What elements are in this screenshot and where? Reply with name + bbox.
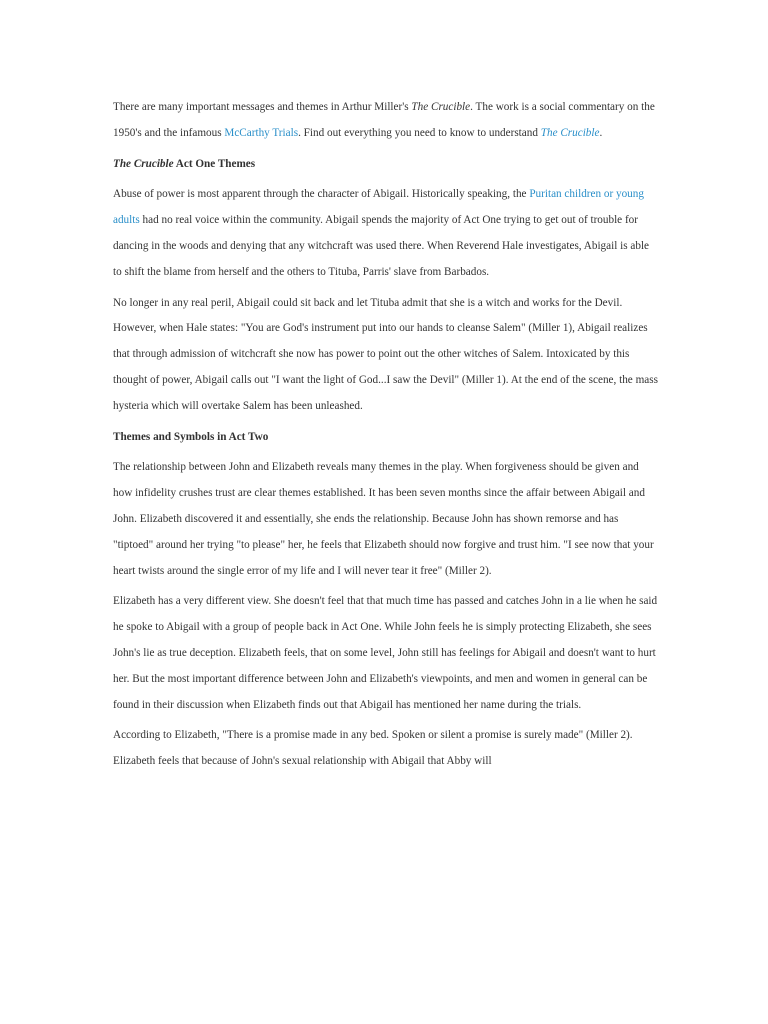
intro-title-italic: The Crucible bbox=[411, 101, 471, 113]
para1-text-2: had no real voice within the community. Abigail spends the majority of Act One trying to get out of trouble for dancing in the woods and denying that any witchcraft was used there. When Reverend Hale investigates, Abigail is able to shift the blame from herself and the others to Tituba, Parris' slave from Barbados. bbox=[113, 214, 650, 278]
the-crucible-link-text: The Crucible bbox=[540, 126, 600, 139]
paragraph-tituba-admission: No longer in any real peril, Abigail could sit back and let Tituba admit that she is a witch and works for the Devil. However, when Hale states: "You are God's instrument put into our hands to cleanse Salem" (Miller 1), Abigail realizes that through admission of witchcraft she now has power to point out the other witches of Salem. Intoxicated by this thought of power, Abigail calls out "I want the light of God...I saw the Devil" (Miller 1). At the end of the scene, the mass hysteria which will overtake Salem has been unleashed. bbox=[113, 296, 658, 412]
document-body bbox=[113, 95, 658, 780]
heading-act-one-italic: The Crucible bbox=[113, 157, 174, 170]
paragraph-john-elizabeth: The relationship between John and Elizabeth reveals many themes in the play. When forgiveness should be given and how infidelity crushes trust are clear themes established. It has been seven months since the affair between Abigail and John. Elizabeth discovered it and essentially, she ends the relationship. Because John has shown remorse and has "tiptoed" around her trying "to please" her, he feels that Elizabeth should now forgive and trust him. "I see now that your heart twists around the single error of my life and I will never tear it free" (Miller 2). bbox=[113, 461, 654, 577]
intro-text-3: . Find out everything you need to know to understand bbox=[298, 126, 541, 139]
mccarthy-trials-link[interactable]: McCarthy Trials bbox=[224, 126, 299, 139]
section-heading-act-one bbox=[113, 152, 658, 178]
paragraph-elizabeth-view: Elizabeth has a very different view. She doesn't feel that that much time has passed and catches John in a lie when he said he spoke to Abigail with a group of people back in Act One. While John feels he is simply protecting Elizabeth, she sees John's lie as true deception. Elizabeth feels, that on some level, John still has feelings for Abigail and doesn't want to hurt her. But the most important difference between John and Elizabeth's viewpoints, and men and women in general can be found in their discussion when Elizabeth finds out that Abigail has mentioned her name during the trials. bbox=[113, 595, 658, 711]
intro-paragraph bbox=[113, 95, 658, 147]
puritan-children-link[interactable]: Puritan children or young adults bbox=[113, 188, 644, 227]
intro-text-2: . The work is a social commentary on the 1950's and the infamous bbox=[113, 101, 655, 139]
paragraph-promise: According to Elizabeth, "There is a promise made in any bed. Spoken or silent a promise is surely made" (Miller 2). Elizabeth feels that because of John's sexual relationship with Abigail that Abby will bbox=[113, 729, 633, 768]
section-heading-act-two: Themes and Symbols in Act Two bbox=[113, 430, 269, 443]
the-crucible-link[interactable] bbox=[540, 126, 603, 139]
paragraph-abuse-of-power bbox=[113, 182, 658, 285]
heading-act-one-rest: Act One Themes bbox=[173, 157, 256, 170]
intro-text-4: . bbox=[599, 126, 603, 139]
para1-text-1: Abuse of power is most apparent through the character of Abigail. Historically speaking, the bbox=[113, 188, 530, 201]
intro-text-1: There are many important messages and themes in Arthur Miller's bbox=[113, 101, 412, 113]
